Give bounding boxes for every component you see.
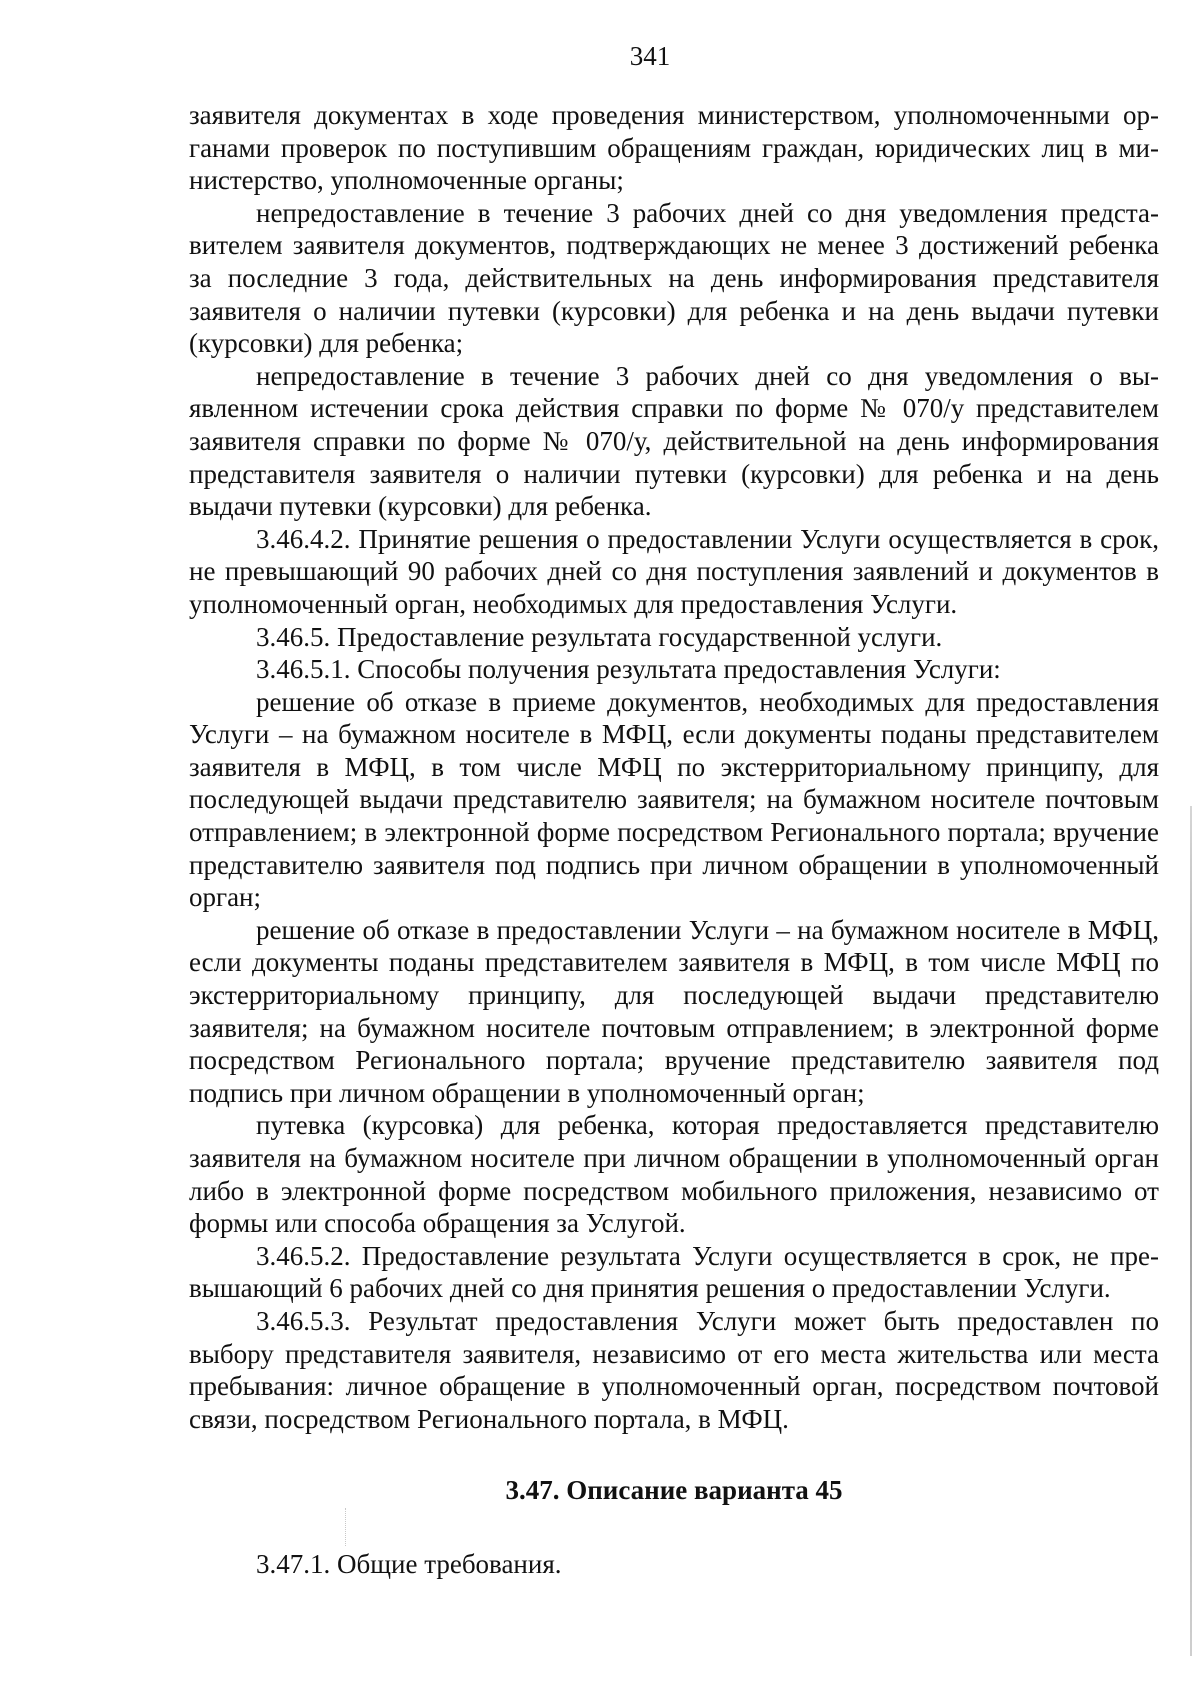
- paragraph: 3.46.5. Предоставление результата государственной услуги.: [256, 621, 943, 652]
- paragraph-continuation: заявителя документах в ходе проведения министерством, уполномоченными органами проверок по поступившим обращениям граждан, юридических лиц в министерство, уполномоченные органы;: [189, 100, 1159, 196]
- paragraph: 3.46.5.2. Предоставление результата Услуги осуществляется в срок, не превышающий 6 рабочих дней со дня принятия решения о предоставлении Услуги.: [189, 1240, 1159, 1304]
- scan-edge-artifact: [1190, 806, 1192, 1656]
- paragraph: решение об отказе в предоставлении Услуги – на бумажном носителе в МФЦ, если документы поданы представителем заявителя в МФЦ, в том числе МФЦ по экстерриториальному принципу, для последующей выдачи представителю заявителя; на бумажном носителе почтовым отправлением; в электронной форме посредством Регионального портала; вручение представителю заявителя под подпись при личном обращении в уполномоченный орган;: [189, 914, 1159, 1108]
- paragraph: путевка (курсовка) для ребенка, которая предоставляется представителю заявителя на бумажном носителе при личном обращении в уполномоченный орган либо в электронной форме посредством мобильного приложения, независимо от формы или способа обращения за Услугой.: [189, 1110, 1159, 1239]
- paragraph: 3.46.4.2. Принятие решения о предоставлении Услуги осуществляется в срок, не превышающий 90 рабочих дней со дня поступления заявлений и документов в уполномоченный орган, необходимых для предоставления Услуги.: [189, 523, 1159, 619]
- subsection-title: 3.47.1. Общие требования.: [256, 1549, 562, 1579]
- page-number: 341: [629, 41, 671, 71]
- paragraph: 3.46.5.3. Результат предоставления Услуги может быть предоставлен по выбору представителя заявителя, независимо от его места жительства или места пребывания: личное обращение в уполномоченный орган, посредством почтовой связи, посредством Регионального портала, в МФЦ.: [189, 1305, 1159, 1434]
- scan-dots-artifact: [345, 1508, 347, 1546]
- section-heading: 3.47. Описание варианта 45: [505, 1475, 843, 1505]
- document-body: [189, 99, 1159, 1435]
- paragraph: решение об отказе в приеме документов, необходимых для предоставления Услуги – на бумажном носителе в МФЦ, если документы поданы представителем заявителя в МФЦ, в том числе МФЦ по экстерриториальному принципу, для последующей выдачи представителю заявителя; на бумажном носителе почтовым отправлением; в электронной форме посредством Регионального портала; вручение представителю заявителя под подпись при личном обращении в уполномоченный орган;: [189, 686, 1159, 913]
- paragraph: непредоставление в течение 3 рабочих дней со дня уведомления о выявленном истечении срока действия справки по форме № 070/у представителем заявителя справки по форме № 070/у, действительной на день информирования представителя заявителя о наличии путевки (курсовки) для ребенка и на день выдачи путевки (курсовки) для ребенка.: [189, 360, 1159, 522]
- paragraph: 3.46.5.1. Способы получения результата предоставления Услуги:: [256, 654, 1001, 685]
- paragraph: непредоставление в течение 3 рабочих дней со дня уведомления представителем заявителя документов, подтверждающих не менее 3 достижений ребенка за последние 3 года, действительных на день информирования представителя заявителя о наличии путевки (курсовки) для ребенка и на день выдачи путевки (курсовки) для ребенка;: [189, 197, 1159, 359]
